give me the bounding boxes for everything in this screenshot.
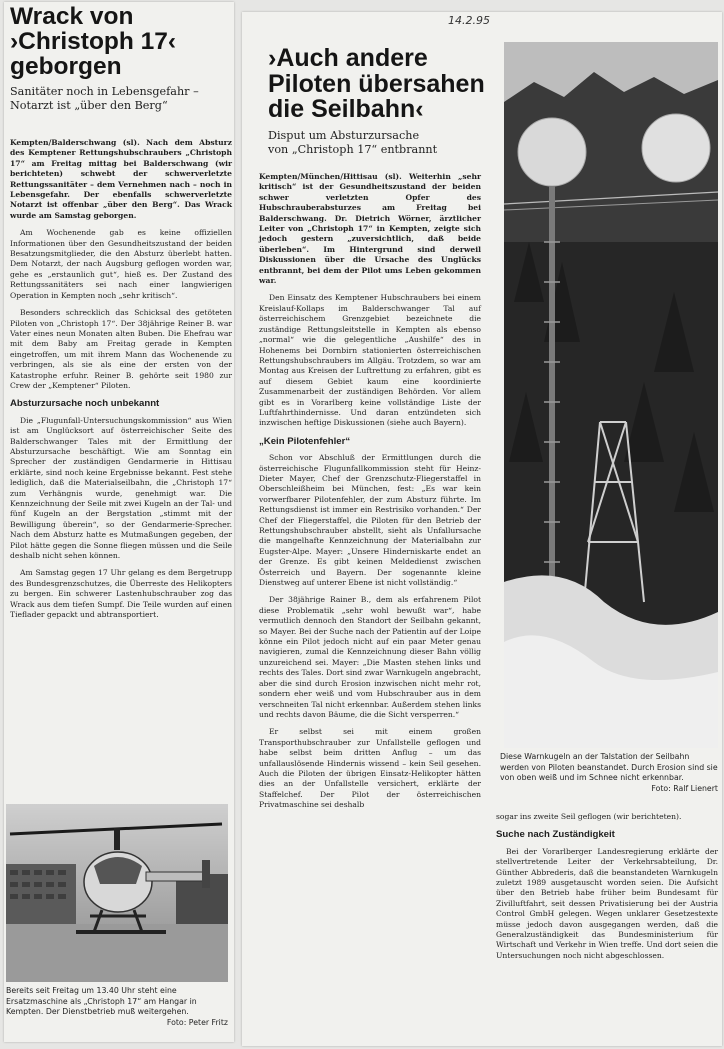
right-continuation: sogar ins zweite Seil geflogen (wir berichteten). [496,812,682,821]
left-paragraph: Am Wochenende gab es keine offiziellen Informationen über den Gesundheitszustand der beiden Besatzungsmitglieder, die den Absturz überlebt hatten. Dem Notarzt, der nach Augsburg geflogen worden war, gehe es „erstaunlich gut“, hieß es. Der Zustand des Rettungssanitäters sei nach einer langwierigen Operation in Kempten noch „sehr kritisch“. [10,228,232,300]
left-paragraph: Am Samstag gegen 17 Uhr gelang es dem Bergetrupp des Bundesgrenzschutzes, die Überreste des Helikopters zu bergen. Ein schwerer Lastenhubschrauber zog das Wrack aus dem tiefen Sumpf. Die Teile wurden auf einen Tieflader gepackt und abtransportiert. [10,568,232,620]
right-section2-title: Suche nach Zuständigkeit [496,829,615,841]
left-paragraph: Die „Flugunfall-Untersuchungskommission“ aus Wien ist am Unglücksort auf österreichischer Seite des Balderschwanger Tales mit der Ermittlung der Absturzursache beschäftigt. Wie am Sonntag ein Sprecher der zuständigen Gendarmerie in Hittisau erklärte, sind noch keine Ergebnisse bekannt. Fest stehe lediglich, daß die Materialseilbahn, die „Christoph 17“ zum Verhängnis wurde, genehmigt war. Die Kennzeichnung der Seile mit zwei Kugeln an der Tal- und fünf Kugeln an der Bergstation „stimmt mit der Bewilligung überein“, so der Gendarmerie-Sprecher. Nach dem Absturz hatte es Mutmaßungen gegeben, der Pilot hätte gegen die Sonne fliegen müssen und die Seile deshalb nicht sehen können. [10,415,232,561]
right-paragraph: Der 38jährige Rainer B., dem als erfahrenem Pilot diese Problematik „sehr wohl bewußt war“, habe vermutlich dennoch den Standort der Seilbahn gekannt, so Mayer. Bei der Suche nach der Patientin auf der Loipe könne ein Pilot jedoch nicht auf ein paar Meter genau navigieren, zumal die Kennzeichnung dieser Bahn völlig unzureichend sei. Mayer: „Die Masten stehen links und rechts des Tales. Dort sind zwar Warnkugeln angebracht, aber die sind durch Erosion inzwischen nicht mehr rot, sondern eher weiß und vom Hubschrauber aus in dem verschneiten Tal nicht erkennbar. Außerdem stehen links und rechts davon Bäume, die die Sicht versperren.“ [259,595,481,719]
right-paragraph: Bei der Vorarlberger Landesregierung erklärte der stellvertretende Leiter der Verkehrsabteilung, Dr. Günther Abbrederis, daß die beanstandeten Warnkugeln zuletzt 1989 ausgetauscht worden seien. Die Aufsicht über den Betrieb habe früher beim Bundesamt für Zivilluftfahrt, seit dessen Privatisierung bei der Austria Control GmbH gelegen. Wegen unklarer Gesetzestexte müsse jedoch davon ausgegangen werden, daß die Generalzuständigkeit das Bundesministerium für Wirtschaft und Verkehr in Wien treffe. Und dort seien die Untersuchungen noch nicht abgeschlossen. [496,846,718,960]
left-photo-credit: Foto: Peter Fritz [166,1017,228,1027]
left-photo-caption: Bereits seit Freitag um 13.40 Uhr steht eine Ersatzmaschine als „Christoph 17“ am Hangar in Kempten. Der Dienstbetrieb muß weitergehen. Foto: Peter Fritz [6,986,228,1027]
right-clipping [242,12,722,1046]
left-lead: Kempten/Balderschwang (sl). Nach dem Absturz des Kemptener Rettungshubschraubers „Christoph 17“ am Freitag mittag bei Balderschwang (wir berichteten) schwebt der schwerverletzte Rettungssanitäter – dem Vernehmen nach – noch in Lebensgefahr. Der ebenfalls schwerverletzte Notarzt ist offenbar „über den Berg“. Das Wrack wurde am Samstag geborgen. [10,138,232,220]
right-paragraph: Schon vor Abschluß der Ermittlungen durch die österreichische Flugunfallkommission steht für Heinz-Dieter Mayer, Chef der Grenzschutz-Fliegerstaffel in Oberschleißheim bei München, fest: „Es war kein vorwerfbarer Pilotenfehler, der zum Absturz führte. Im Rettungsdienst ist immer ein Restrisiko vorhanden.“ Der Chef der Fliegerstaffel, die Piloten für den Betrieb der Rettungshubschrauber abstellt, sieht als Unfallursache die mangelhafte Kennzeichnung der Materialbahn zur Eugster-Alpe. Mayer: „Unsere Hinderniskarte endet an der Grenze. Es gibt keinen Meldedienst zwischen Österreich und Bayern. Der sogenannte kleine Dienstweg auf unterer Ebene ist nicht vollständig.“ [259,453,481,588]
left-paragraph: Besonders schrecklich das Schicksal des getöteten Piloten von „Christoph 17“. Der 38jährige Reiner B. war Vater eines neun Monaten alten Buben. Die Ehefrau war mit dem Baby am Freitag gerade in Kempten eingetroffen, um mit ihrem Mann das Wochenende zu verbringen, als sie als eine der ersten von der Katastrophe erfuhr. Reiner B. gehörte seit 1980 zur Crew der „Kemptener“ Piloten. [10,308,232,390]
right-article-body [259,172,481,818]
right-photo-caption: Diese Warnkugeln an der Talstation der Seilbahn werden von Piloten beanstandet. Durch Erosion sind sie von oben weiß und im Schnee nicht erkennbar. Foto: Ralf Lienert [500,752,718,793]
right-subhead: Disput um Absturzursache von „Christoph 17“ entbrannt [268,128,438,156]
left-headline: Wrack von ›Christoph 17‹ geborgen [10,3,177,80]
left-section-title: Absturzursache noch unbekannt [10,398,160,410]
left-article-body [10,138,232,627]
cable-station-image [504,42,718,748]
helicopter-photo [6,804,228,982]
right-photo-credit: Foto: Ralf Lienert [651,783,718,793]
right-paragraph: Er selbst sei mit einem großen Transporthubschrauber zur Unfallstelle geflogen und habe selbst beim dritten Anflug – um das unfallauslösende Hindernis wissend – kein Seil gesehen. Auch die Piloten der übrigen Einsatz-Helikopter hätten dies an der Unfallstelle versichert, erklärte der Staffelchef. Der Pilot der österreichischen Privatmaschine sei deshalb [259,727,481,810]
right-headline: ›Auch andere Piloten übersahen die Seilbahn‹ [268,44,485,123]
left-subhead: Sanitäter noch in Lebensgefahr – Notarzt ist „über den Berg“ [10,84,199,112]
right-paragraph: Den Einsatz des Kemptener Hubschraubers bei einem Kreislauf-Kollaps im Balderschwanger Tal auf österreichischem Grenzgebiet bezeichnete die zuständige Rettungsleitstelle in Kempten als ebenso „normal“ wie die gelegentliche „Aushilfe“ des in Hohenems bei Dornbirn stationierten österreichischen Rettungshubschraubers im Allgäu. Trotzdem, so war am Montag aus Kreisen der Luftrettung zu erfahren, gibt es auf diesem Gebiet kaum eine koordinierte Zusammenarbeit der zuständigen Behörden. Vor allem gibt es in Vorarlberg keine vollständige Liste der Luftfahrthindernisse. Und daran entzündeten sich inzwischen heftige Diskussionen (siehe auch Bayern). [259,293,481,428]
handwritten-date: 14.2.95 [448,14,490,27]
cable-station-photo [504,42,718,748]
helicopter-image [6,804,228,982]
left-clipping [4,2,234,1042]
right-article-continuation [496,812,718,968]
right-lead: Kempten/München/Hittisau (sl). Weiterhin „sehr kritisch“ ist der Gesundheitszustand der beiden schwer verletzten Opfer des Hubschrauberabsturzes am Freitag bei Balderschwang. Dr. Dietrich Wörner, ärztlicher Leiter von „Christoph 17“ in Kempten, zeigte sich jedoch gestern „zuversichtlich, daß beide überleben“. Im Hintergrund sind derweil Diskussionen über die Ursache des Unglücks entbrannt, bei dem der Pilot ums Leben gekommen war. [259,172,481,286]
right-section-title: „Kein Pilotenfehler“ [259,435,351,447]
